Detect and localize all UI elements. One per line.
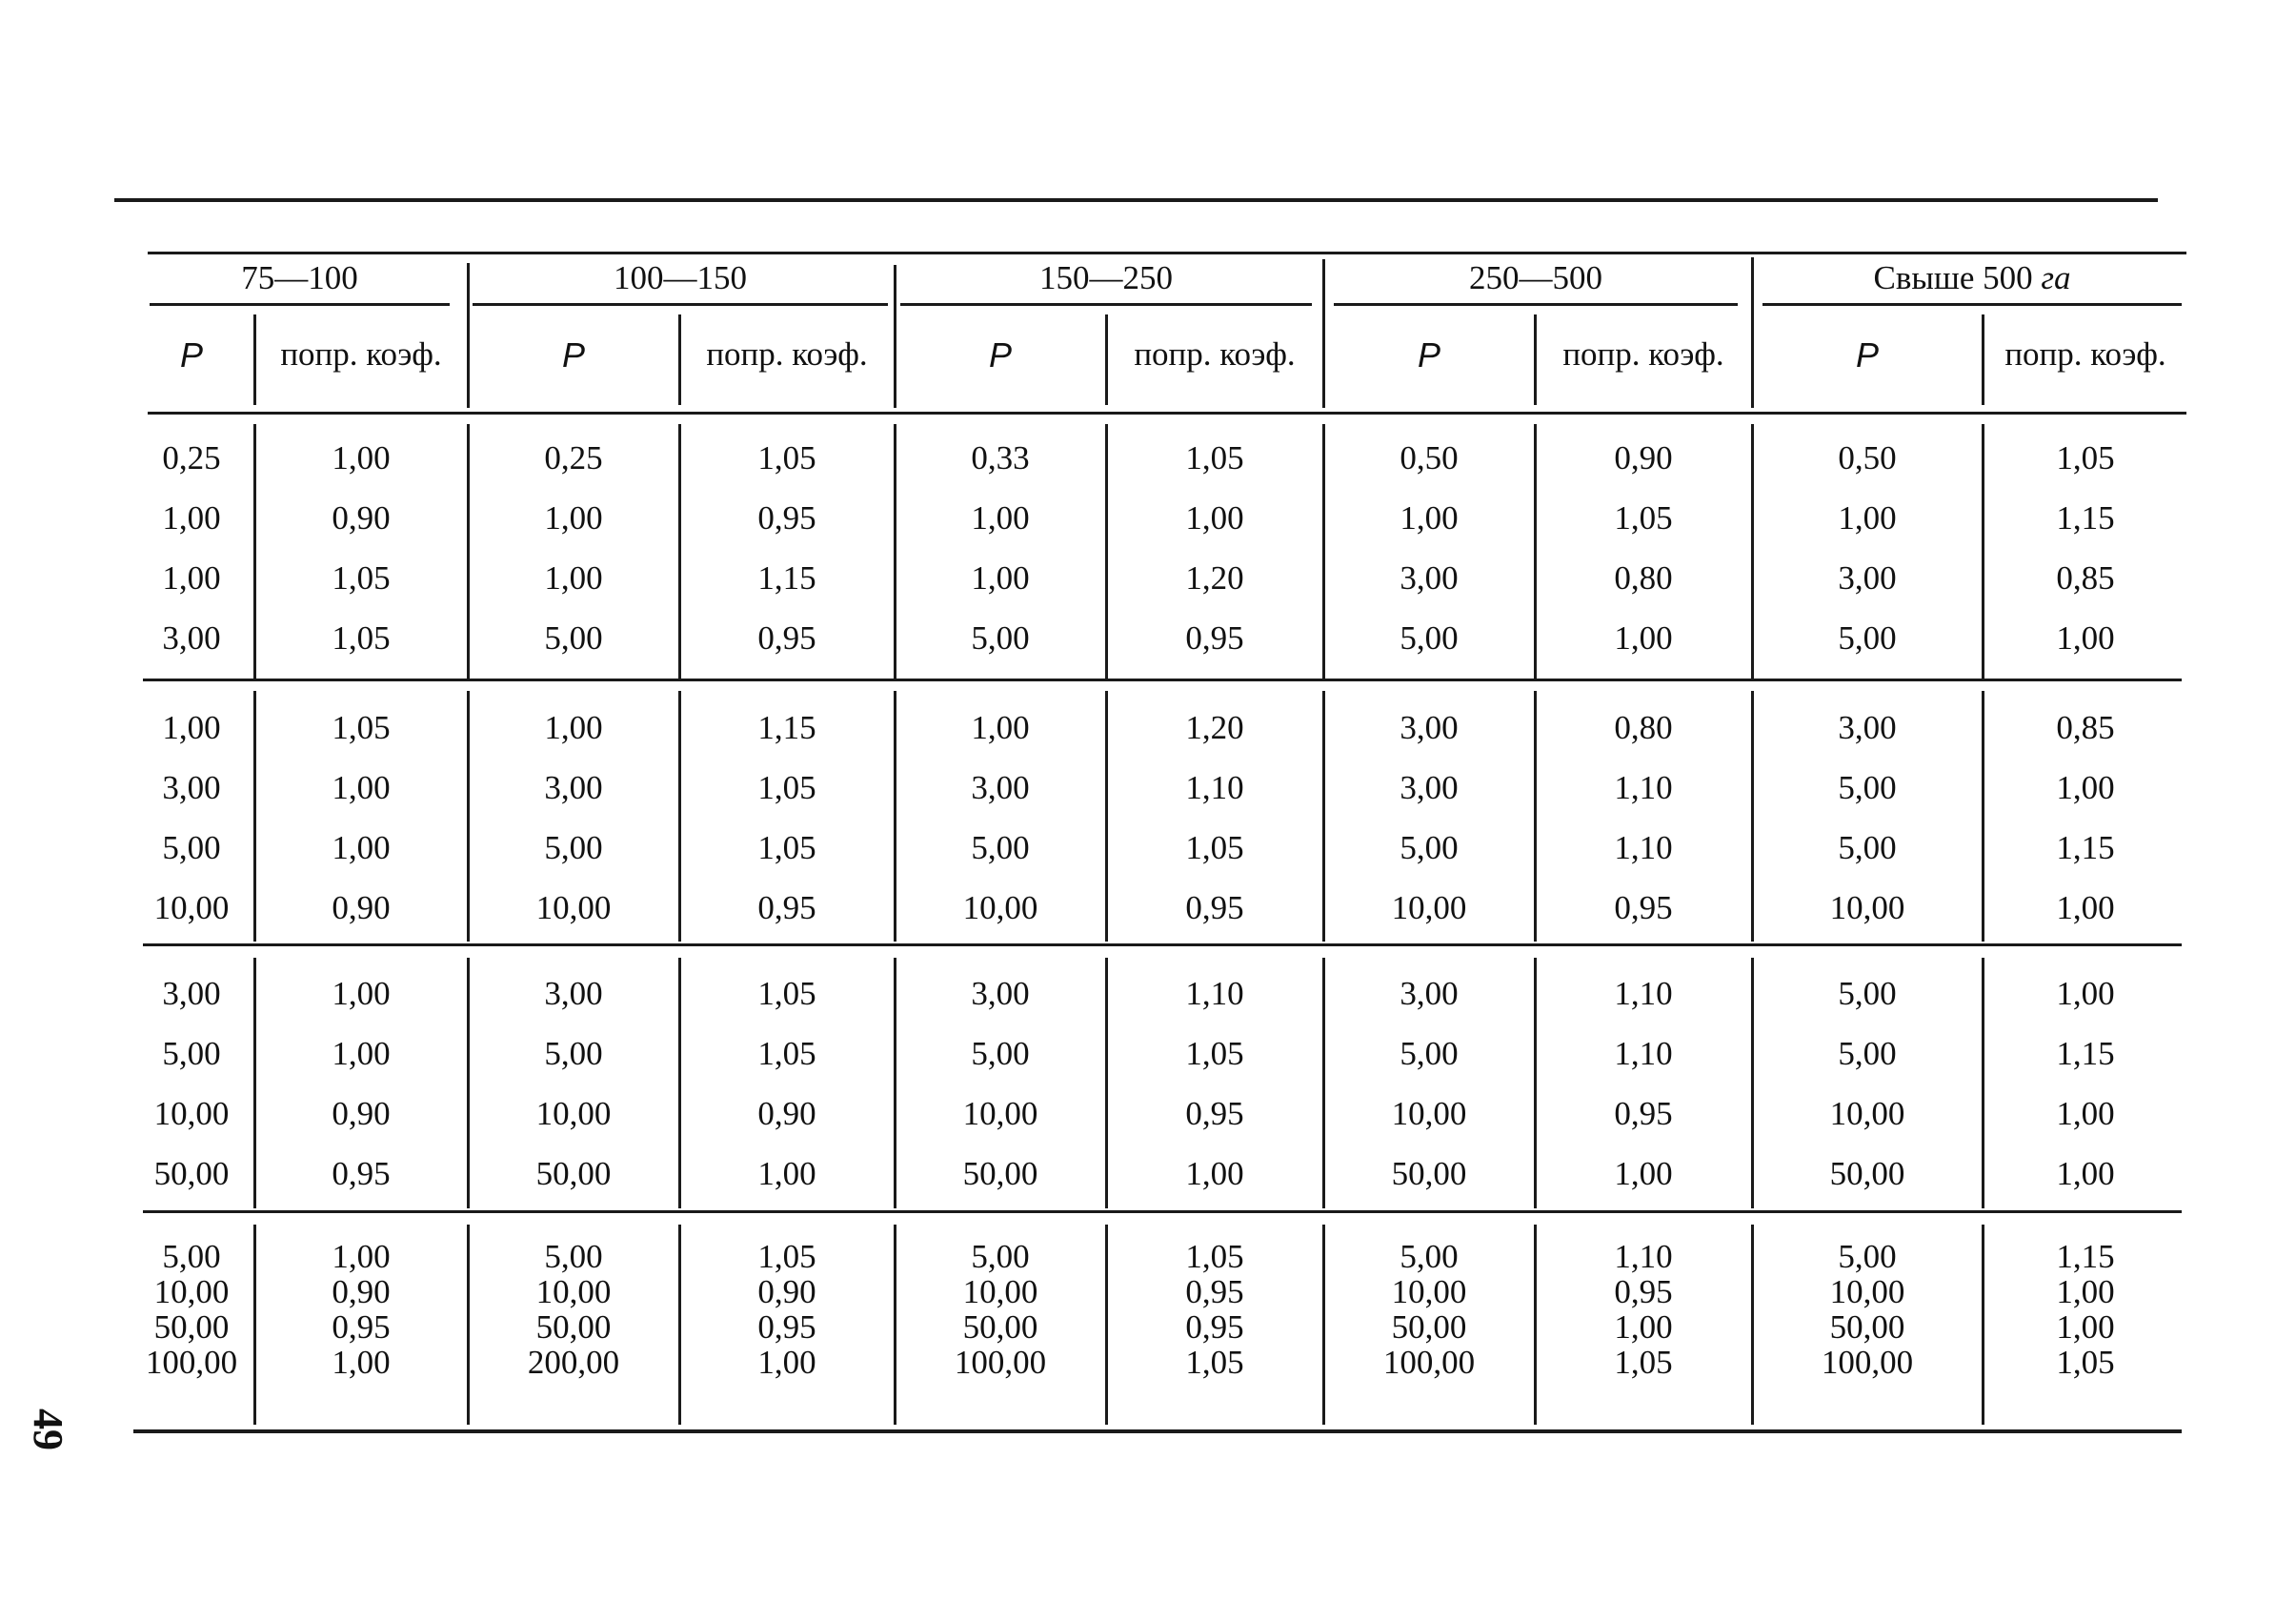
block-separator: [143, 1210, 2182, 1213]
cell-coef-value: 0,85: [2056, 559, 2115, 597]
cell-p-value: 3,00: [544, 975, 603, 1012]
cell-p-value: 50,00: [1829, 1155, 1905, 1192]
table-bottom-border: [133, 1429, 2182, 1433]
cell-coef-value: 1,05: [2056, 439, 2115, 476]
cell-coef-value: 0,85: [2056, 709, 2115, 746]
column-rule: [1534, 424, 1537, 679]
cell-p-value: 3,00: [1838, 559, 1897, 597]
group-rule: [894, 265, 896, 408]
column-rule: [1982, 424, 1984, 679]
cell-coef-value: 0,90: [757, 1095, 816, 1132]
cell-coef-value: 1,10: [1614, 829, 1673, 866]
group-label-250-500: 250—500: [1469, 259, 1602, 296]
cell-coef-value: 0,95: [332, 1155, 391, 1192]
cell-coef-value: 1,05: [332, 709, 391, 746]
cell-coef-value: 0,90: [332, 1095, 391, 1132]
group-underline: [1334, 303, 1738, 306]
cell-coef-value: 0,95: [1185, 1308, 1244, 1346]
column-rule: [253, 314, 256, 405]
cell-coef-value: 1,05: [1185, 1344, 1244, 1381]
cell-p-value: 5,00: [1838, 829, 1897, 866]
column-rule: [1982, 958, 1984, 1208]
column-header-coef: попр. коэф.: [706, 335, 868, 373]
cell-p-value: 50,00: [153, 1308, 230, 1346]
cell-p-value: 100,00: [1821, 1344, 1914, 1381]
cell-p-value: 0,50: [1838, 439, 1897, 476]
cell-p-value: 5,00: [971, 619, 1030, 657]
cell-coef-value: 0,95: [757, 1308, 816, 1346]
group-rule: [1322, 259, 1325, 408]
cell-p-value: 5,00: [1400, 829, 1459, 866]
cell-coef-value: 0,95: [1185, 1273, 1244, 1310]
column-rule: [1534, 1225, 1537, 1425]
cell-p-value: 5,00: [1838, 1035, 1897, 1072]
cell-coef-value: 1,10: [1185, 975, 1244, 1012]
cell-p-value: 50,00: [962, 1155, 1038, 1192]
cell-coef-value: 1,00: [1185, 1155, 1244, 1192]
cell-coef-value: 1,00: [332, 1035, 391, 1072]
cell-p-value: 3,00: [162, 619, 221, 657]
cell-coef-value: 0,95: [1185, 889, 1244, 926]
column-rule: [1105, 691, 1108, 942]
cell-coef-value: 1,05: [332, 619, 391, 657]
column-rule: [1751, 424, 1754, 679]
cell-p-value: 0,50: [1400, 439, 1459, 476]
cell-coef-value: 0,90: [332, 499, 391, 537]
cell-coef-value: 0,95: [1614, 1095, 1673, 1132]
column-rule: [1982, 691, 1984, 942]
cell-p-value: 10,00: [962, 1273, 1038, 1310]
cell-p-value: 1,00: [162, 559, 221, 597]
cell-p-value: 100,00: [1382, 1344, 1476, 1381]
top-rule: [114, 198, 2158, 202]
cell-coef-value: 1,20: [1185, 559, 1244, 597]
cell-p-value: 3,00: [971, 769, 1030, 806]
column-header-p: P: [1417, 335, 1440, 375]
cell-p-value: 10,00: [153, 889, 230, 926]
cell-p-value: 10,00: [1391, 1273, 1467, 1310]
cell-p-value: 50,00: [535, 1308, 612, 1346]
cell-coef-value: 1,05: [1185, 439, 1244, 476]
column-rule: [467, 958, 470, 1208]
column-rule: [253, 958, 256, 1208]
cell-coef-value: 0,95: [1614, 889, 1673, 926]
header-bottom-border: [148, 412, 2186, 415]
cell-coef-value: 1,15: [2056, 499, 2115, 537]
cell-coef-value: 1,05: [1185, 1238, 1244, 1275]
block-separator: [143, 679, 2182, 681]
table-top-border: [148, 252, 2186, 254]
cell-p-value: 10,00: [535, 1273, 612, 1310]
cell-coef-value: 0,95: [757, 619, 816, 657]
cell-p-value: 5,00: [1838, 975, 1897, 1012]
cell-p-value: 3,00: [1400, 709, 1459, 746]
cell-coef-value: 1,00: [2056, 975, 2115, 1012]
cell-coef-value: 0,95: [1185, 1095, 1244, 1132]
cell-p-value: 10,00: [1829, 1095, 1905, 1132]
group-label-unit: га: [2041, 259, 2071, 296]
cell-coef-value: 1,00: [332, 439, 391, 476]
cell-p-value: 5,00: [544, 829, 603, 866]
cell-p-value: 1,00: [162, 499, 221, 537]
group-underline: [150, 303, 450, 306]
cell-coef-value: 0,95: [1185, 619, 1244, 657]
column-rule: [1982, 314, 1984, 405]
column-rule: [894, 691, 896, 942]
column-rule: [1534, 691, 1537, 942]
cell-coef-value: 1,00: [2056, 889, 2115, 926]
cell-coef-value: 1,05: [757, 829, 816, 866]
cell-p-value: 50,00: [535, 1155, 612, 1192]
cell-coef-value: 1,05: [757, 1035, 816, 1072]
group-label-75-100: 75—100: [241, 259, 358, 296]
cell-coef-value: 1,10: [1614, 1238, 1673, 1275]
block-separator: [143, 943, 2182, 946]
cell-p-value: 5,00: [1838, 1238, 1897, 1275]
cell-coef-value: 0,95: [757, 889, 816, 926]
cell-coef-value: 0,95: [1614, 1273, 1673, 1310]
cell-p-value: 5,00: [971, 829, 1030, 866]
cell-p-value: 50,00: [1391, 1308, 1467, 1346]
cell-p-value: 10,00: [535, 889, 612, 926]
cell-p-value: 10,00: [962, 1095, 1038, 1132]
cell-coef-value: 1,10: [1614, 1035, 1673, 1072]
cell-p-value: 200,00: [527, 1344, 620, 1381]
cell-coef-value: 0,90: [757, 1273, 816, 1310]
column-rule: [253, 691, 256, 942]
cell-p-value: 3,00: [1400, 975, 1459, 1012]
cell-p-value: 50,00: [1391, 1155, 1467, 1192]
group-underline: [1762, 303, 2182, 306]
cell-p-value: 5,00: [1838, 769, 1897, 806]
cell-p-value: 3,00: [162, 975, 221, 1012]
cell-p-value: 5,00: [1838, 619, 1897, 657]
cell-p-value: 10,00: [153, 1273, 230, 1310]
cell-coef-value: 1,15: [757, 559, 816, 597]
column-rule: [894, 958, 896, 1208]
cell-coef-value: 1,00: [1185, 499, 1244, 537]
cell-coef-value: 1,00: [332, 769, 391, 806]
cell-p-value: 10,00: [535, 1095, 612, 1132]
column-rule: [253, 1225, 256, 1425]
column-header-coef: попр. коэф.: [1134, 335, 1296, 373]
group-label-over-500-text: Свыше 500: [1873, 259, 2033, 296]
column-rule: [1982, 1225, 1984, 1425]
column-rule: [678, 1225, 681, 1425]
column-rule: [1105, 1225, 1108, 1425]
cell-coef-value: 1,05: [757, 769, 816, 806]
cell-p-value: 1,00: [971, 709, 1030, 746]
cell-coef-value: 1,10: [1614, 769, 1673, 806]
cell-p-value: 100,00: [145, 1344, 238, 1381]
column-rule: [1105, 424, 1108, 679]
column-rule: [1322, 1225, 1325, 1425]
cell-coef-value: 1,00: [332, 1238, 391, 1275]
cell-coef-value: 1,10: [1614, 975, 1673, 1012]
cell-p-value: 3,00: [162, 769, 221, 806]
cell-p-value: 3,00: [544, 769, 603, 806]
cell-coef-value: 1,00: [332, 1344, 391, 1381]
cell-p-value: 5,00: [162, 1035, 221, 1072]
cell-coef-value: 1,00: [2056, 619, 2115, 657]
column-rule: [1105, 314, 1108, 405]
cell-p-value: 10,00: [153, 1095, 230, 1132]
cell-p-value: 1,00: [162, 709, 221, 746]
cell-p-value: 5,00: [971, 1035, 1030, 1072]
cell-coef-value: 1,00: [2056, 1273, 2115, 1310]
group-rule: [1751, 257, 1754, 408]
cell-coef-value: 1,05: [757, 1238, 816, 1275]
column-rule: [678, 314, 681, 405]
cell-p-value: 0,25: [544, 439, 603, 476]
group-underline: [473, 303, 888, 306]
cell-coef-value: 1,15: [2056, 1035, 2115, 1072]
column-rule: [1751, 1225, 1754, 1425]
cell-p-value: 10,00: [1391, 889, 1467, 926]
cell-coef-value: 1,05: [757, 975, 816, 1012]
group-rule: [467, 263, 470, 408]
cell-coef-value: 1,05: [1185, 1035, 1244, 1072]
cell-coef-value: 0,90: [332, 889, 391, 926]
column-header-coef: попр. коэф.: [280, 335, 442, 373]
cell-coef-value: 1,00: [2056, 1155, 2115, 1192]
column-rule: [678, 691, 681, 942]
cell-coef-value: 1,05: [1614, 499, 1673, 537]
column-header-coef: попр. коэф.: [1562, 335, 1724, 373]
column-rule: [1105, 958, 1108, 1208]
cell-coef-value: 1,20: [1185, 709, 1244, 746]
cell-p-value: 5,00: [1400, 1035, 1459, 1072]
cell-p-value: 5,00: [544, 619, 603, 657]
cell-coef-value: 1,15: [2056, 1238, 2115, 1275]
cell-coef-value: 1,00: [757, 1155, 816, 1192]
cell-coef-value: 0,80: [1614, 559, 1673, 597]
cell-p-value: 0,33: [971, 439, 1030, 476]
cell-coef-value: 0,90: [332, 1273, 391, 1310]
group-underline: [900, 303, 1312, 306]
cell-p-value: 50,00: [153, 1155, 230, 1192]
cell-coef-value: 1,00: [332, 829, 391, 866]
column-header-coef: попр. коэф.: [2004, 335, 2166, 373]
column-rule: [467, 424, 470, 679]
cell-p-value: 10,00: [1829, 1273, 1905, 1310]
column-rule: [1534, 314, 1537, 405]
cell-coef-value: 1,05: [1185, 829, 1244, 866]
cell-coef-value: 1,00: [2056, 769, 2115, 806]
cell-p-value: 5,00: [162, 829, 221, 866]
cell-p-value: 1,00: [544, 559, 603, 597]
cell-coef-value: 1,05: [332, 559, 391, 597]
column-rule: [253, 424, 256, 679]
column-rule: [1751, 958, 1754, 1208]
group-label-150-250: 150—250: [1039, 259, 1173, 296]
cell-coef-value: 0,80: [1614, 709, 1673, 746]
column-header-p: P: [1855, 335, 1879, 375]
cell-coef-value: 1,00: [757, 1344, 816, 1381]
cell-p-value: 1,00: [971, 499, 1030, 537]
cell-p-value: 3,00: [1400, 769, 1459, 806]
column-rule: [1534, 958, 1537, 1208]
cell-p-value: 50,00: [1829, 1308, 1905, 1346]
cell-p-value: 1,00: [1838, 499, 1897, 537]
cell-p-value: 10,00: [1391, 1095, 1467, 1132]
cell-coef-value: 1,15: [2056, 829, 2115, 866]
cell-coef-value: 1,00: [2056, 1308, 2115, 1346]
cell-p-value: 5,00: [1400, 1238, 1459, 1275]
cell-coef-value: 1,00: [332, 975, 391, 1012]
cell-p-value: 5,00: [544, 1035, 603, 1072]
column-header-p: P: [179, 335, 203, 375]
cell-coef-value: 0,95: [757, 499, 816, 537]
page-number: 49: [25, 1408, 71, 1450]
column-rule: [678, 424, 681, 679]
cell-p-value: 1,00: [544, 709, 603, 746]
column-rule: [1751, 691, 1754, 942]
cell-coef-value: 1,00: [1614, 619, 1673, 657]
cell-p-value: 10,00: [1829, 889, 1905, 926]
cell-coef-value: 1,05: [757, 439, 816, 476]
cell-coef-value: 1,05: [1614, 1344, 1673, 1381]
column-rule: [894, 1225, 896, 1425]
cell-p-value: 3,00: [1400, 559, 1459, 597]
cell-coef-value: 0,90: [1614, 439, 1673, 476]
cell-p-value: 1,00: [971, 559, 1030, 597]
column-rule: [1322, 424, 1325, 679]
column-rule: [678, 958, 681, 1208]
group-label-100-150: 100—150: [614, 259, 747, 296]
cell-p-value: 5,00: [1400, 619, 1459, 657]
cell-p-value: 5,00: [971, 1238, 1030, 1275]
cell-coef-value: 1,00: [1614, 1155, 1673, 1192]
cell-coef-value: 1,10: [1185, 769, 1244, 806]
column-rule: [894, 424, 896, 679]
column-rule: [467, 1225, 470, 1425]
cell-p-value: 10,00: [962, 889, 1038, 926]
cell-coef-value: 1,00: [2056, 1095, 2115, 1132]
cell-coef-value: 1,05: [2056, 1344, 2115, 1381]
cell-p-value: 50,00: [962, 1308, 1038, 1346]
cell-p-value: 5,00: [544, 1238, 603, 1275]
column-rule: [467, 691, 470, 942]
cell-p-value: 3,00: [971, 975, 1030, 1012]
cell-coef-value: 1,15: [757, 709, 816, 746]
cell-p-value: 3,00: [1838, 709, 1897, 746]
cell-p-value: 1,00: [1400, 499, 1459, 537]
column-header-p: P: [988, 335, 1012, 375]
column-rule: [1322, 958, 1325, 1208]
group-label-over-500: [1762, 259, 2182, 297]
cell-p-value: 5,00: [162, 1238, 221, 1275]
cell-p-value: 1,00: [544, 499, 603, 537]
column-rule: [1322, 691, 1325, 942]
cell-coef-value: 0,95: [332, 1308, 391, 1346]
column-header-p: P: [561, 335, 585, 375]
cell-p-value: 0,25: [162, 439, 221, 476]
cell-coef-value: 1,00: [1614, 1308, 1673, 1346]
cell-p-value: 100,00: [954, 1344, 1047, 1381]
